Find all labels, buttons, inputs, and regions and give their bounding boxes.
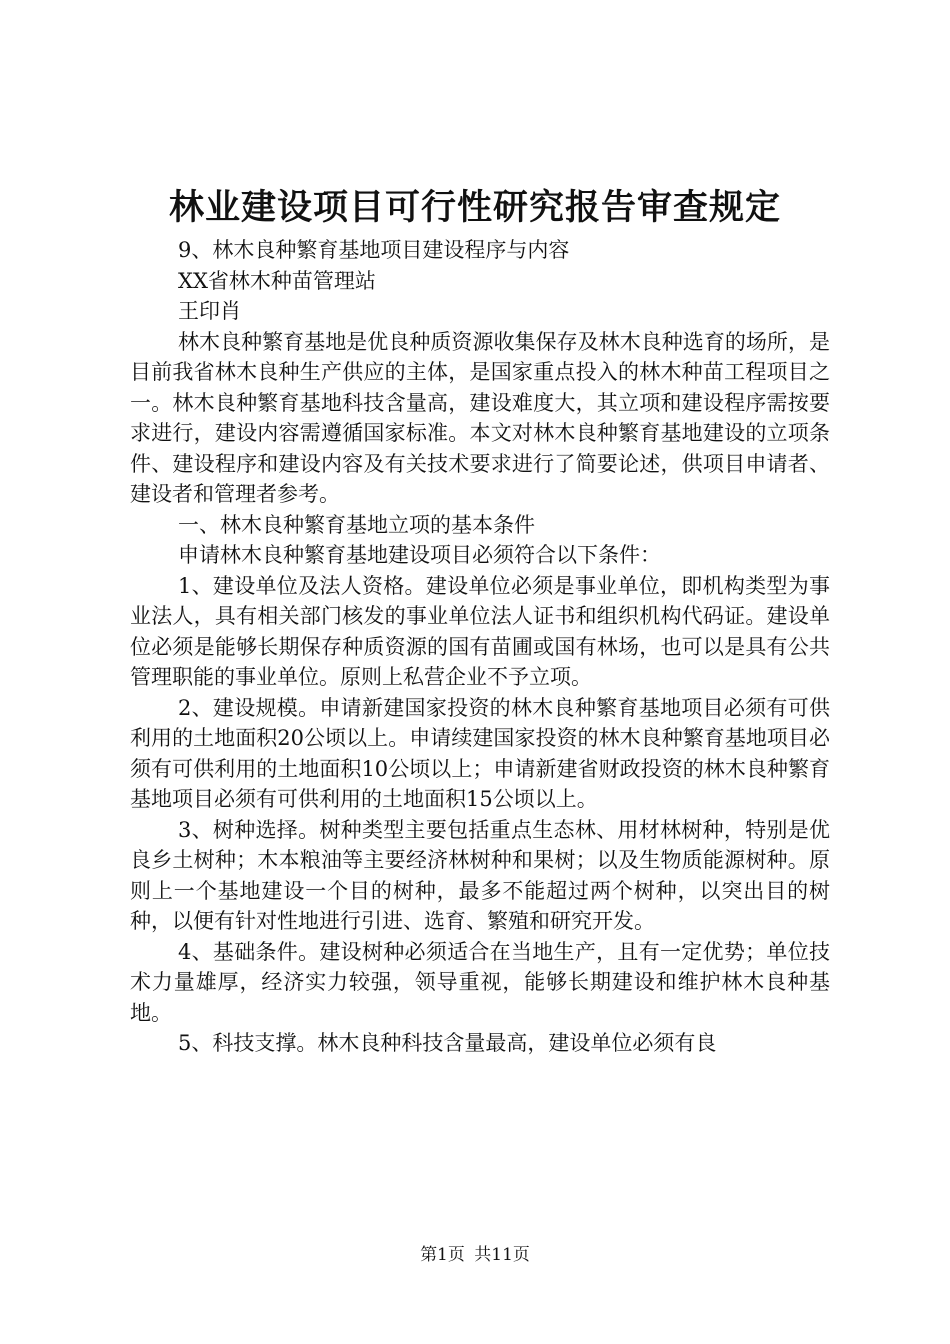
paragraph: 3、树种选择。树种类型主要包括重点生态林、用材林树种，特别是优良乡土树种；木本粮油等主要经济林树种和果树；以及生物质能源树种。原则上一个基地建设一个目的树种，最多不能超过两个树种，以突出目的树种，以便有针对性地进行引进、选育、繁殖和研究开发。 [130, 817, 830, 933]
page-number: 第1页 [420, 1245, 465, 1265]
section-subtitle: 9、林木良种繁育基地项目建设程序与内容 [178, 238, 570, 262]
page-footer [0, 1243, 950, 1267]
paragraph: 2、建设规模。申请新建国家投资的林木良种繁育基地项目必须有可供利用的土地面积20公顷以上。申请续建国家投资的林木良种繁育基地项目必须有可供利用的土地面积10公顷以上；申请新建省财政投资的林木良种繁育基地项目必须有可供利用的土地面积15公顷以上。 [130, 695, 830, 811]
author: 王印肖 [178, 299, 241, 323]
paragraph: 5、科技支撑。林木良种科技含量最高，建设单位必须有良 [178, 1031, 717, 1055]
page-total: 共11页 [474, 1245, 530, 1265]
document-body [130, 235, 830, 1059]
paragraph: 4、基础条件。建设树种必须适合在当地生产，且有一定优势；单位技术力量雄厚，经济实力较强，领导重视，能够长期建设和维护林木良种基地。 [130, 939, 830, 1025]
paragraph: 1、建设单位及法人资格。建设单位必须是事业单位，即机构类型为事业法人，具有相关部门核发的事业单位法人证书和组织机构代码证。建设单位必须是能够长期保存种质资源的国有苗圃或国有林场，也可以是具有公共管理职能的事业单位。原则上私营企业不予立项。 [130, 573, 830, 689]
document-title: 林业建设项目可行性研究报告审查规定 [168, 188, 781, 228]
organization: XX省林木种苗管理站 [178, 268, 376, 293]
paragraph: 林木良种繁育基地是优良种质资源收集保存及林木良种选育的场所，是目前我省林木良种生产供应的主体，是国家重点投入的林木种苗工程项目之一。林木良种繁育基地科技含量高，建设难度大，其立项和建设程序需按要求进行，建设内容需遵循国家标准。本文对林木良种繁育基地建设的立项条件、建设程序和建设内容及有关技术要求进行了简要论述，供项目申请者、建设者和管理者参考。 [130, 329, 830, 506]
paragraph: 申请林木良种繁育基地建设项目必须符合以下条件： [178, 543, 661, 567]
section-heading: 一、林木良种繁育基地立项的基本条件 [178, 512, 535, 537]
